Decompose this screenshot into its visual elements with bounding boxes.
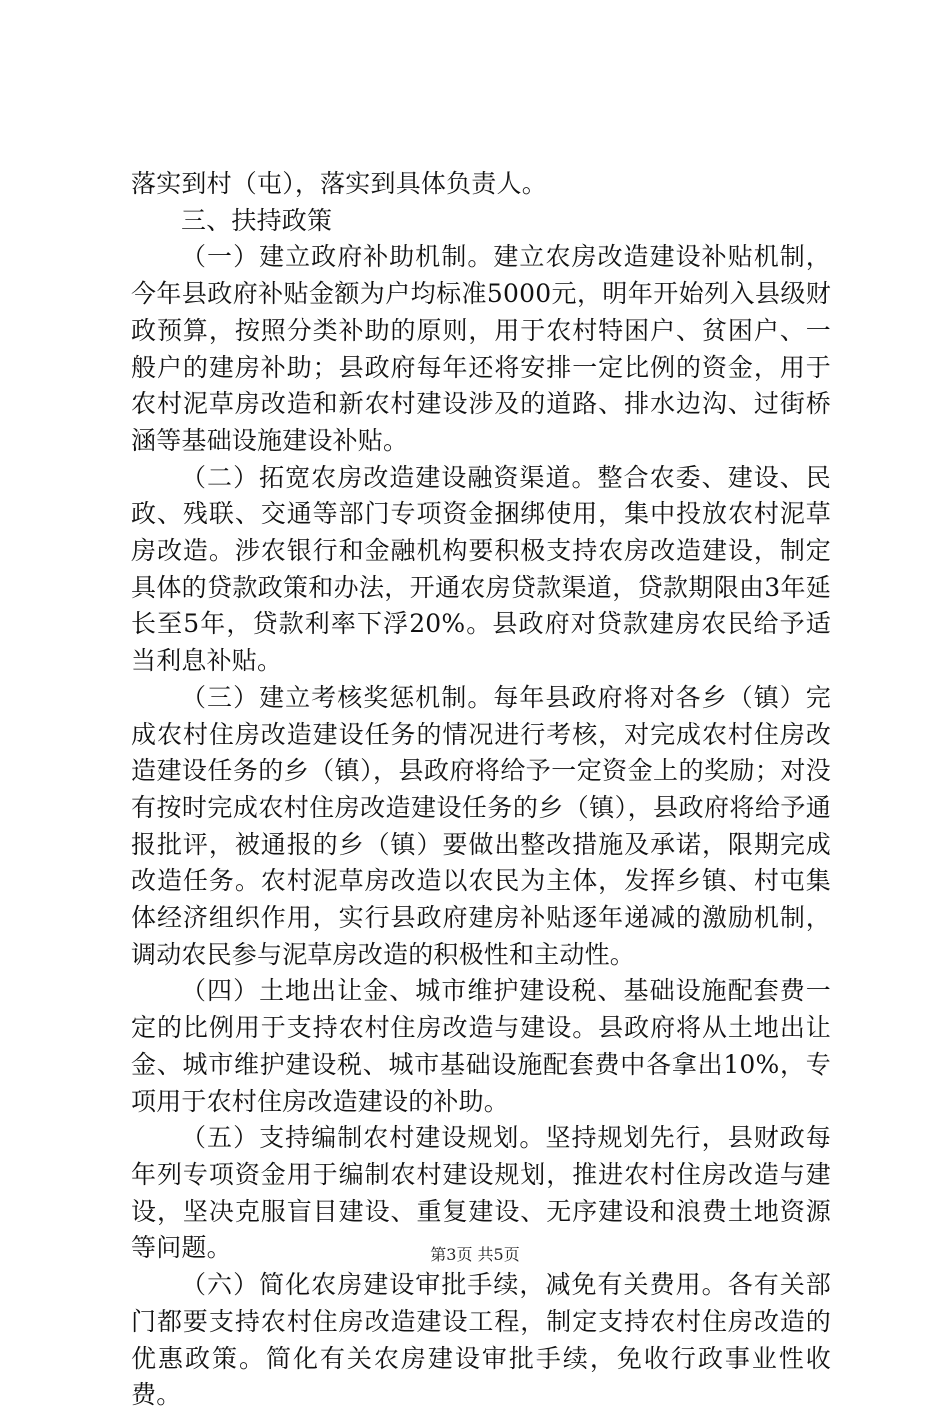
- paragraph-item-4: （四）土地出让金、城市维护建设税、基础设施配套费一定的比例用于支持农村住房改造与建设。县政府将从土地出让金、城市维护建设税、城市基础设施配套费中各拿出10%，专项用于农村住房改造建设的补助。: [131, 976, 831, 1116]
- paragraph-item-5: （五）支持编制农村建设规划。坚持规划先行，县财政每年列专项资金用于编制农村建设规划，推进农村住房改造与建设，坚决克服盲目建设、重复建设、无序建设和浪费土地资源等问题。: [131, 1123, 831, 1263]
- page-number-footer: 第3页 共5页: [430, 1245, 520, 1264]
- paragraph-item-3: （三）建立考核奖惩机制。每年县政府将对各乡（镇）完成农村住房改造建设任务的情况进行考核，对完成农村住房改造建设任务的乡（镇），县政府将给予一定资金上的奖励；对没有按时完成农村住房改造建设任务的乡（镇），县政府将给予通报批评，被通报的乡（镇）要做出整改措施及承诺，限期完成改造任务。农村泥草房改造以农民为主体，发挥乡镇、村屯集体经济组织作用，实行县政府建房补贴逐年递减的激励机制，调动农民参与泥草房改造的积极性和主动性。: [131, 682, 831, 969]
- paragraph-item-2: （二）拓宽农房改造建设融资渠道。整合农委、建设、民政、残联、交通等部门专项资金捆绑使用，集中投放农村泥草房改造。涉农银行和金融机构要积极支持农房改造建设，制定具体的贷款政策和办法，开通农房贷款渠道，贷款期限由3年延长至5年，贷款利率下浮20%。县政府对贷款建房农民给予适当利息补贴。: [131, 462, 831, 676]
- document-body: [131, 166, 831, 1414]
- section-heading: 三、扶持政策: [181, 205, 333, 235]
- paragraph-item-6: （六）简化农房建设审批手续，减免有关费用。各有关部门都要支持农村住房改造建设工程，制定支持农村住房改造的优惠政策。简化有关农房建设审批手续，免收行政事业性收费。: [131, 1270, 831, 1410]
- paragraph-continuation: 落实到村（屯），落实到具体负责人。: [131, 169, 547, 198]
- paragraph-item-1: （一）建立政府补助机制。建立农房改造建设补贴机制，今年县政府补贴金额为户均标准5000元，明年开始列入县级财政预算，按照分类补助的原则，用于农村特困户、贫困户、一般户的建房补助；县政府每年还将安排一定比例的资金，用于农村泥草房改造和新农村建设涉及的道路、排水边沟、过街桥涵等基础设施建设补贴。: [131, 242, 831, 455]
